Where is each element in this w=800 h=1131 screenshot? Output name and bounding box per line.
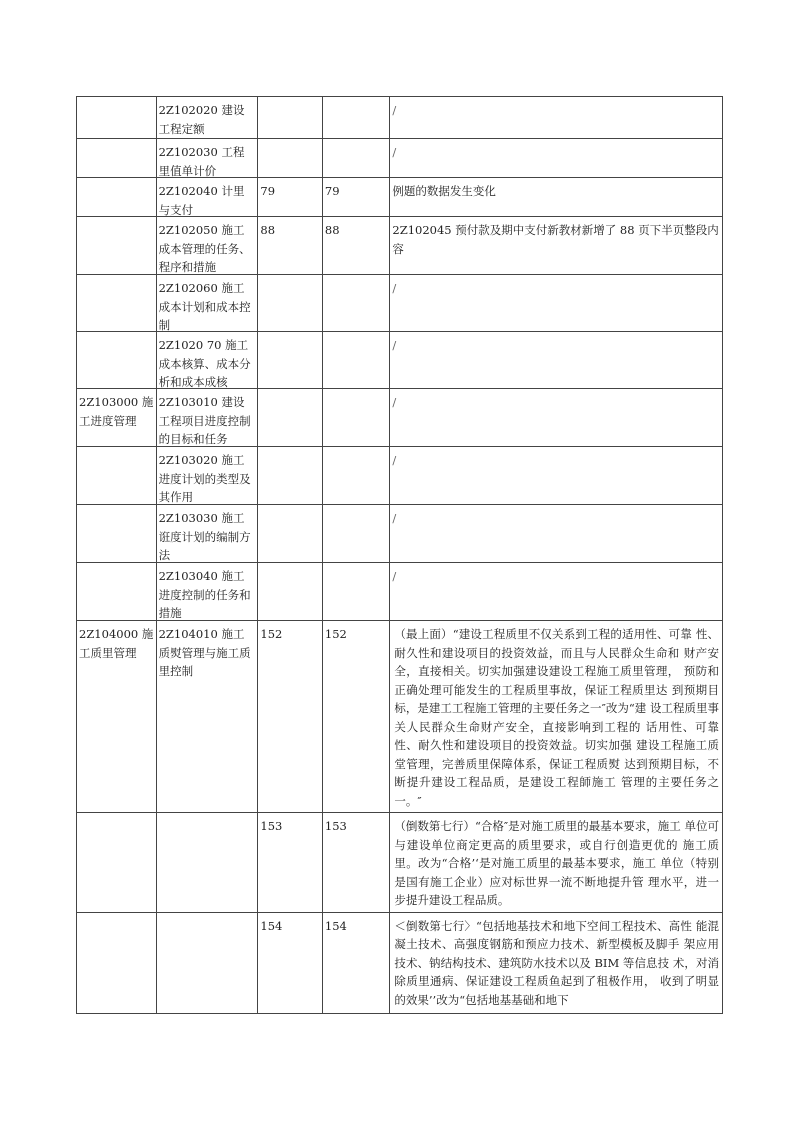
section-text: 2Z103020 施工进度计划的类型及其作用 (158, 453, 251, 504)
chapter-cell (77, 178, 157, 217)
old-page-cell (258, 447, 322, 505)
old-page-cell: 154 (258, 912, 322, 1013)
new-page-cell: 152 (322, 621, 390, 813)
old-page-cell (258, 389, 322, 447)
content-cell: / (390, 275, 723, 332)
content-cell: （倒数第七行）“合格″是对施工质里的最基本要求，施工 单位可与建设单位商定更高的质里要求，或自行创造更优的 施工质里。改为“合格’‘是对施工质里的最基本要求，施工 单位（特别是国有施工企业）应对标世界一流不断地提升管 理水平，进一步提升建设工程品质。 (390, 813, 723, 913)
chapter-cell: 2Z104000 施工质里管理 (77, 621, 157, 813)
old-page-cell: 152 (258, 621, 322, 813)
section-cell (156, 97, 258, 139)
section-cell (156, 389, 258, 447)
old-page-cell (258, 505, 322, 563)
old-page-cell: 153 (258, 813, 322, 913)
chapter-cell (77, 505, 157, 563)
old-page-cell (258, 563, 322, 621)
table-row (77, 389, 723, 447)
content-cell: / (390, 447, 723, 505)
new-page-cell (322, 139, 390, 178)
content-cell: / (390, 389, 723, 447)
table-row (77, 447, 723, 505)
section-text: 2Z1020 70 施工成本核算、成本分析和成本成核 (158, 338, 251, 388)
section-cell (156, 505, 258, 563)
chapter-cell (77, 217, 157, 275)
section-text: 2Z102030 工程里值单计价 (158, 145, 245, 177)
new-page-cell (322, 389, 390, 447)
content-cell: / (390, 332, 723, 389)
section-cell (156, 139, 258, 178)
content-cell: / (390, 505, 723, 563)
chapter-cell (77, 97, 157, 139)
table-row (77, 621, 723, 813)
old-page-cell (258, 275, 322, 332)
chapter-cell (77, 447, 157, 505)
content-cell: 2Z102045 预付款及期中支付新教材新增了 88 页下半页整段内容 (390, 217, 723, 275)
new-page-cell: 154 (322, 912, 390, 1013)
new-page-cell: 153 (322, 813, 390, 913)
old-page-cell: 88 (258, 217, 322, 275)
new-page-cell (322, 563, 390, 621)
section-cell (156, 447, 258, 505)
content-cell: 例题的数据发生变化 (390, 178, 723, 217)
section-cell (156, 813, 258, 913)
table-row (77, 178, 723, 217)
section-cell (156, 912, 258, 1013)
content-cell: / (390, 563, 723, 621)
chapter-cell (77, 563, 157, 621)
old-page-cell: 79 (258, 178, 322, 217)
chapter-cell (77, 275, 157, 332)
revision-table (76, 96, 723, 1014)
section-text: 2Z102020 建设工程定额 (158, 103, 245, 136)
new-page-cell (322, 447, 390, 505)
section-cell (156, 332, 258, 389)
section-cell (156, 217, 258, 275)
new-page-cell (322, 332, 390, 389)
table-row (77, 505, 723, 563)
new-page-cell (322, 275, 390, 332)
content-cell: ＜倒数第七行〉“包括地基技术和地下空间工程技术、高性 能混凝土技术、高强度钢筋和预应力技术、新型模板及脚手 架应用技术、钠结构技术、建筑防水技术以及 BIM 等信息技 术，对消除质里通病、保证建设工程质鱼起到了租极作用， 收到了明显的效果’’改为“包括地基基础和地下 (390, 912, 723, 1013)
new-page-cell (322, 97, 390, 139)
section-cell (156, 563, 258, 621)
section-cell (156, 275, 258, 332)
section-text: 2Z102060 施工成本计划和成本控制 (158, 281, 251, 331)
content-cell: / (390, 97, 723, 139)
new-page-cell: 88 (322, 217, 390, 275)
table-row (77, 217, 723, 275)
chapter-cell (77, 139, 157, 178)
chapter-cell (77, 912, 157, 1013)
chapter-cell (77, 813, 157, 913)
old-page-cell (258, 97, 322, 139)
table-row (77, 912, 723, 1013)
new-page-cell: 79 (322, 178, 390, 217)
old-page-cell (258, 332, 322, 389)
table-row (77, 97, 723, 139)
table-row (77, 332, 723, 389)
old-page-cell (258, 139, 322, 178)
content-cell: （最上面）“建设工程质里不仅关系到工程的适用性、可靠 性、耐久性和建设项目的投资效益，而且与人民群众生命和 财产安全，直接相关。切实加强建设建设工程施工质里管理， 预防和正确处理可能发生的工程质里事故，保证工程质里达 到预期目标，是建工工程施工管理的主要任务之一″改为“建 设工程质里事关人民群众生命财产安全，直接影响到工程的 话用性、可靠性、耐久性和建设项目的投资效益。切实加强 建设工程施工质堂管理，完善质里保障体系，保证工程质熨 达到预期目标，不断提升建设工程品质，是建设工程師施工 管理的主要任务之一。″ (390, 621, 723, 813)
section-cell (156, 178, 258, 217)
section-text: 2Z103040 施工进度控制的任务和措施 (158, 569, 251, 620)
new-page-cell (322, 505, 390, 563)
section-text: 2Z103030 施工诳度计划的编制方法 (158, 511, 251, 562)
section-cell: 2Z104010 施工质熨管理与施工质里控制 (156, 621, 258, 813)
table-row (77, 813, 723, 913)
chapter-cell: 2Z103000 施工进度管理 (77, 389, 157, 447)
table-row (77, 139, 723, 178)
table-row (77, 563, 723, 621)
table-row (77, 275, 723, 332)
content-cell: / (390, 139, 723, 178)
chapter-cell (77, 332, 157, 389)
section-text: 2Z102040 计里与支付 (158, 184, 245, 216)
section-text: 2Z103010 建设工程项目进度控制的目标和任务 (158, 395, 251, 446)
section-text: 2Z102050 施工成本管理的任务、程序和措施 (158, 223, 251, 274)
